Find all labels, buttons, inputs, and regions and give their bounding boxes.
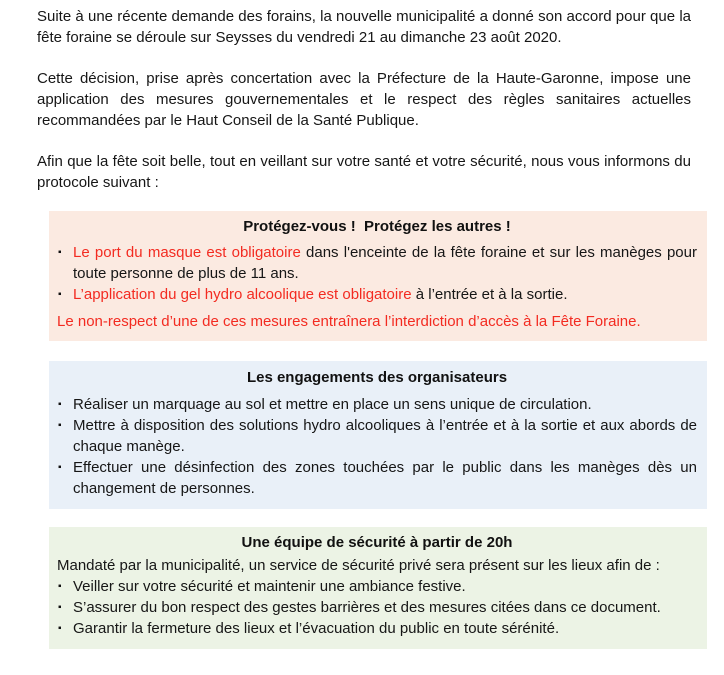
intro-paragraph-3: Afin que la fête soit belle, tout en veillant sur votre santé et votre sécurité, nous vous informons du protocole suivant : xyxy=(37,153,691,191)
protection-list-item-gel xyxy=(57,284,697,305)
commitments-box xyxy=(49,361,707,509)
square-bullet-icon: ▪ xyxy=(58,420,62,431)
protection-list-item-mask xyxy=(57,242,697,284)
mask-mandatory-rest: dans l'enceinte de la fête foraine et sur les manèges pour toute personne de plus de 11 ans. xyxy=(73,244,697,282)
square-bullet-icon: ▪ xyxy=(58,289,62,300)
commitments-list-item-disinfection xyxy=(57,457,697,499)
intro-paragraph-1: Suite à une récente demande des forains, la nouvelle municipalité a donné son accord pour que la fête foraine se déroule sur Seysses du vendredi 21 au dimanche 23 août 2020. xyxy=(37,8,691,46)
commitments-list-item-marking xyxy=(57,394,697,415)
bullet-text: Veiller sur votre sécurité et maintenir une ambiance festive. xyxy=(73,578,466,595)
gel-mandatory-rest: à l’entrée et à la sortie. xyxy=(411,286,568,303)
protection-box-title: Protégez-vous ! Protégez les autres ! xyxy=(243,218,511,235)
bullet-text: Garantir la fermeture des lieux et l’évacuation du public en toute sérénité. xyxy=(73,620,560,637)
bullet-text: Mettre à disposition des solutions hydro alcooliques à l’entrée et à la sortie et aux abords de chaque manège. xyxy=(73,417,697,455)
bullet-text: Réaliser un marquage au sol et mettre en place un sens unique de circulation. xyxy=(73,396,592,413)
gel-mandatory-highlight: L’application du gel hydro alcoolique est obligatoire xyxy=(73,286,412,303)
security-list-item-gestures xyxy=(57,597,697,618)
square-bullet-icon: ▪ xyxy=(58,247,62,258)
bullet-text xyxy=(73,284,697,305)
square-bullet-icon: ▪ xyxy=(58,602,62,613)
security-box xyxy=(49,527,707,649)
commitments-box-title: Les engagements des organisateurs xyxy=(246,369,508,386)
square-bullet-icon: ▪ xyxy=(58,623,62,634)
security-box-title: Une équipe de sécurité à partir de 20h xyxy=(241,534,513,551)
bullet-text: Effectuer une désinfection des zones touchées par le public dans les manèges dès un changement de personnes. xyxy=(73,459,697,497)
square-bullet-icon: ▪ xyxy=(58,581,62,592)
security-list-item-closure xyxy=(57,618,697,639)
bullet-text: S’assurer du bon respect des gestes barrières et des mesures citées dans ce document. xyxy=(73,599,661,616)
intro-paragraph-2: Cette décision, prise après concertation avec la Préfecture de la Haute-Garonne, impose une application des mesures gouvernementales et le respect des règles sanitaires actuelles recommandées par le Haut Conseil de la Santé Publique. xyxy=(37,70,691,129)
security-box-intro: Mandaté par la municipalité, un service de sécurité privé sera présent sur les lieux afin de : xyxy=(57,557,660,574)
square-bullet-icon: ▪ xyxy=(58,462,62,473)
bullet-text xyxy=(73,242,697,284)
square-bullet-icon: ▪ xyxy=(58,399,62,410)
protection-box xyxy=(49,211,707,341)
non-compliance-warning: Le non-respect d’une de ces mesures entraînera l’interdiction d’accès à la Fête Foraine. xyxy=(57,313,641,330)
security-list-item-watch xyxy=(57,576,697,597)
commitments-list-item-solutions xyxy=(57,415,697,457)
mask-mandatory-highlight: Le port du masque est obligatoire xyxy=(73,244,301,261)
